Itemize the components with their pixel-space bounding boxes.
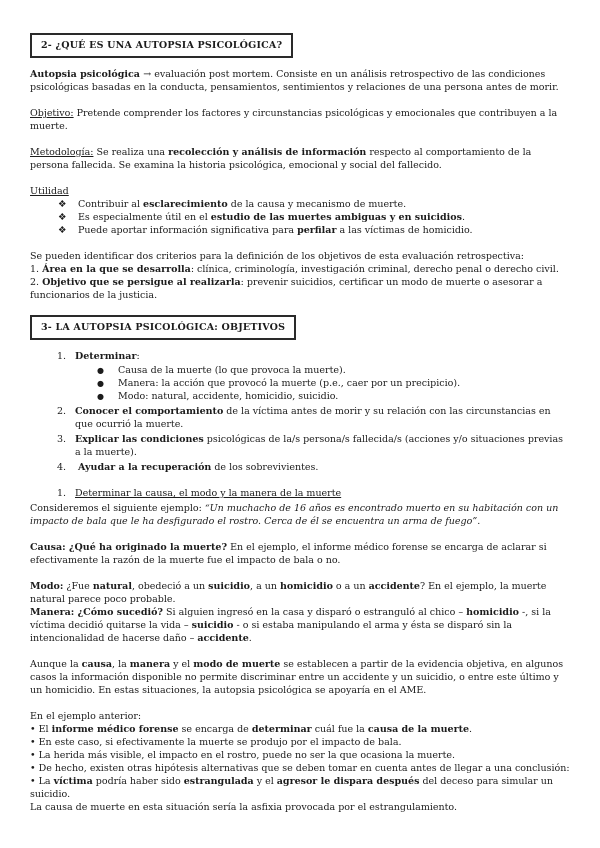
text-run: Ayudar a la recuperación	[78, 462, 212, 473]
text-run: accidente	[197, 633, 249, 644]
text-run: agresor le dispara después	[276, 776, 420, 787]
text-run: • En este caso, si efectivamente la muerte se produjo por el impacto de bala.	[30, 737, 402, 748]
round-bullet-icon: ●	[97, 392, 104, 401]
text-run: , la	[112, 659, 130, 670]
text-run: Explicar las condiciones	[75, 434, 204, 445]
sub-list-item	[75, 390, 570, 403]
text-run: informe médico forense	[51, 724, 179, 735]
section-heading-row	[30, 33, 570, 58]
text-run: Modo:	[30, 581, 64, 592]
list-item	[30, 198, 570, 211]
text-run: Determinar la causa, el modo y la manera de la muerte	[75, 488, 342, 499]
numbered-item	[30, 350, 570, 403]
text-run: estudio de las muertes ambiguas y en suicidios	[210, 212, 462, 223]
text-run: Se pueden identificar dos criterios para la definición de los objetivos de esta evaluación retrospectiva:	[30, 251, 524, 262]
text-run: natural	[92, 581, 132, 592]
text-run: -, si la víctima decidió quitarse la vida –	[30, 607, 554, 631]
text-run: manera	[129, 659, 171, 670]
text-run: Autopsia psicológica	[30, 69, 144, 80]
list-item	[30, 224, 570, 237]
paragraph	[30, 801, 570, 814]
paragraph	[30, 502, 570, 528]
diamond-bullet-icon: ❖	[58, 225, 67, 236]
text-run: Se realiza una	[93, 147, 169, 158]
text-run: ¿Fue	[63, 581, 93, 592]
paragraph	[30, 775, 570, 801]
text-run: Consideremos el siguiente ejemplo:	[30, 503, 205, 514]
round-bullet-icon: ●	[97, 366, 104, 375]
text-run: del deceso para simular un suicidio.	[30, 776, 557, 800]
text-run: de los sobrevivientes.	[211, 462, 319, 473]
text-run: esclarecimiento	[143, 199, 228, 210]
paragraph	[30, 107, 570, 133]
text-run: recolección y análisis de información	[168, 147, 367, 158]
text-run: accidente	[368, 581, 420, 592]
numbered-list	[30, 350, 570, 474]
text-run: → evaluación post mortem. Consiste en un análisis retrospectivo de las condiciones psicológicas basadas en la conducta, pensamientos, sentimientos y relaciones de una persona antes de morir.	[30, 69, 559, 93]
section-heading-row	[30, 315, 570, 340]
list-item	[30, 211, 570, 224]
text-run: podría haber sido	[92, 776, 184, 787]
bullet-list	[30, 198, 570, 237]
text-run: : clínica, criminología, investigación criminal, derecho penal o derecho civil.	[190, 264, 559, 275]
paragraph	[30, 736, 570, 749]
text-run: estrangulada	[183, 776, 254, 787]
text-run: Aunque la	[30, 659, 82, 670]
paragraph	[30, 749, 570, 762]
text-run: Objetivo:	[30, 108, 74, 119]
text-run: Pretende comprender los factores y circunstancias psicológicas y emocionales que contribuyen a la muerte.	[30, 108, 561, 132]
text-run: Manera: la acción que provocó la muerte (p.e., caer por un precipicio).	[118, 378, 461, 389]
text-run: Si alguien ingresó en la casa y disparó o estranguló al chico –	[163, 607, 467, 618]
sub-item-text	[118, 364, 570, 377]
paragraph	[30, 658, 570, 697]
text-run: Conocer el comportamiento	[75, 406, 224, 417]
sub-list-item	[75, 377, 570, 390]
text-run: 1.	[30, 264, 43, 275]
paragraph	[30, 263, 570, 276]
text-run: Manera: ¿Cómo sucedió?	[30, 607, 163, 618]
text-run: víctima	[53, 776, 93, 787]
paragraph	[30, 606, 570, 645]
text-run: o a un	[332, 581, 369, 592]
item-number: 2.	[57, 406, 67, 417]
text-run: homicidio	[466, 607, 520, 618]
text-run: se encarga de	[178, 724, 252, 735]
numbered-item-text	[75, 461, 570, 474]
numbered-item	[30, 461, 570, 474]
paragraph	[30, 710, 570, 723]
text-run: determinar	[251, 724, 312, 735]
paragraph	[30, 723, 570, 736]
text-run: de la víctima antes de morir y su relación con las circunstancias en que ocurrió la muerte.	[75, 406, 554, 430]
text-run: En el ejemplo anterior:	[30, 711, 142, 722]
paragraph	[30, 276, 570, 302]
text-run: suicidio	[191, 620, 234, 631]
text-run: causa de la muerte	[367, 724, 470, 735]
text-run: Puede aportar información significativa para	[78, 225, 298, 236]
text-run: psicológicas de la/s persona/s fallecida/s (acciones y/o situaciones previas a la muerte).	[75, 434, 567, 458]
text-run: • La herida más visible, el impacto en el rostro, puede no ser la que ocasiona la muerte.	[30, 750, 456, 761]
text-run: • La	[30, 776, 54, 787]
text-run: homicidio	[280, 581, 333, 592]
text-run: :	[136, 351, 140, 362]
text-run: 2.	[30, 277, 43, 288]
text-run: “Un muchacho de 16 años es encontrado muerto en su habitación con un impacto de bala que le ha desfigurado el rostro. Cerca de él se encuentra un arma de fuego”.	[30, 503, 562, 527]
numbered-item-text	[75, 405, 570, 431]
sub-item-text	[118, 377, 570, 390]
list-item-text	[78, 198, 570, 211]
text-run: - o si estaba manipulando el arma y ésta se disparó sin la intencionalidad de hacerse daño –	[30, 620, 516, 644]
text-run: Utilidad	[30, 186, 69, 197]
text-run: .	[248, 633, 252, 644]
text-run: y el	[170, 659, 194, 670]
text-run: 2- ¿QUÉ ES UNA AUTOPSIA PSICOLÓGICA?	[41, 40, 283, 51]
diamond-bullet-icon: ❖	[58, 199, 67, 210]
text-run: se establecen a partir de la evidencia objetiva, en algunos casos la información disponible no permite discriminar entre un accidente y un suicidio, o entre este último y un homicidio. En estas situaciones, la autopsia psicológica se apoyaría en el AME.	[30, 659, 567, 696]
text-run: , a un	[250, 581, 281, 592]
item-number: 3.	[57, 434, 67, 445]
text-run: .	[469, 724, 473, 735]
paragraph	[30, 146, 570, 172]
paragraph	[30, 541, 570, 567]
numbered-item	[30, 405, 570, 431]
numbered-item-text	[75, 487, 570, 500]
paragraph	[30, 185, 570, 198]
paragraph	[30, 250, 570, 263]
paragraph	[30, 762, 570, 775]
text-run: perfilar	[297, 225, 337, 236]
text-run: modo de muerte	[193, 659, 281, 670]
text-run: y el	[253, 776, 277, 787]
text-run: En el ejemplo, el informe médico forense se encarga de aclarar si efectivamente la razón de la muerte fue el impacto de bala o no.	[30, 542, 550, 566]
text-run: Causa: ¿Qué ha originado la muerte?	[30, 542, 228, 553]
text-run: ? En el ejemplo, la muerte natural parece poco probable.	[30, 581, 550, 605]
text-run: a las víctimas de homicidio.	[336, 225, 473, 236]
text-run: cuál fue la	[311, 724, 368, 735]
text-run: Metodología:	[30, 147, 94, 158]
section-heading-box	[30, 315, 296, 340]
text-run: respecto al comportamiento de la persona fallecida. Se examina la historia psicológica, emocional y social del fallecido.	[30, 147, 535, 171]
list-item-text	[78, 211, 570, 224]
text-run: • El	[30, 724, 52, 735]
text-run: .	[461, 212, 466, 223]
text-run: Determinar	[75, 351, 137, 362]
item-number: 1.	[57, 488, 67, 499]
text-run: Objetivo que se persigue al realizarla	[42, 277, 241, 288]
sub-bullet-list	[75, 364, 570, 403]
numbered-item-text	[75, 433, 570, 459]
text-run: , obedeció a un	[131, 581, 209, 592]
list-item-text	[78, 224, 570, 237]
text-run: Contribuir al	[78, 199, 144, 210]
text-run: Es especialmente útil en el	[78, 212, 211, 223]
text-run: : prevenir suicidios, certificar un modo de muerte o asesorar a funcionarios de la justicia.	[30, 277, 546, 301]
text-run: causa	[81, 659, 113, 670]
sub-item-text	[118, 390, 570, 403]
text-run: suicidio	[208, 581, 251, 592]
text-run: La causa de muerte en esta situación sería la asfixia provocada por el estrangulamiento.	[30, 802, 457, 813]
numbered-item	[30, 487, 570, 500]
numbered-item-text	[75, 350, 570, 403]
text-run: Causa de la muerte (lo que provoca la muerte).	[118, 365, 346, 376]
numbered-list	[30, 487, 570, 500]
text-run: Modo: natural, accidente, homicidio, suicidio.	[118, 391, 339, 402]
text-run: • De hecho, existen otras hipótesis alternativas que se deben tomar en cuenta antes de llegar a una conclusión:	[30, 763, 570, 774]
section-heading-box	[30, 33, 293, 58]
numbered-item	[30, 433, 570, 459]
item-number: 4.	[57, 462, 67, 473]
text-run: de la causa y mecanismo de muerte.	[227, 199, 407, 210]
paragraph	[30, 68, 570, 94]
round-bullet-icon: ●	[97, 379, 104, 388]
text-run: Área en la que se desarrolla	[42, 264, 191, 275]
sub-list-item	[75, 364, 570, 377]
text-run: 3- LA AUTOPSIA PSICOLÓGICA: OBJETIVOS	[41, 322, 286, 333]
item-number: 1.	[57, 351, 67, 362]
paragraph	[30, 580, 570, 606]
diamond-bullet-icon: ❖	[58, 212, 67, 223]
